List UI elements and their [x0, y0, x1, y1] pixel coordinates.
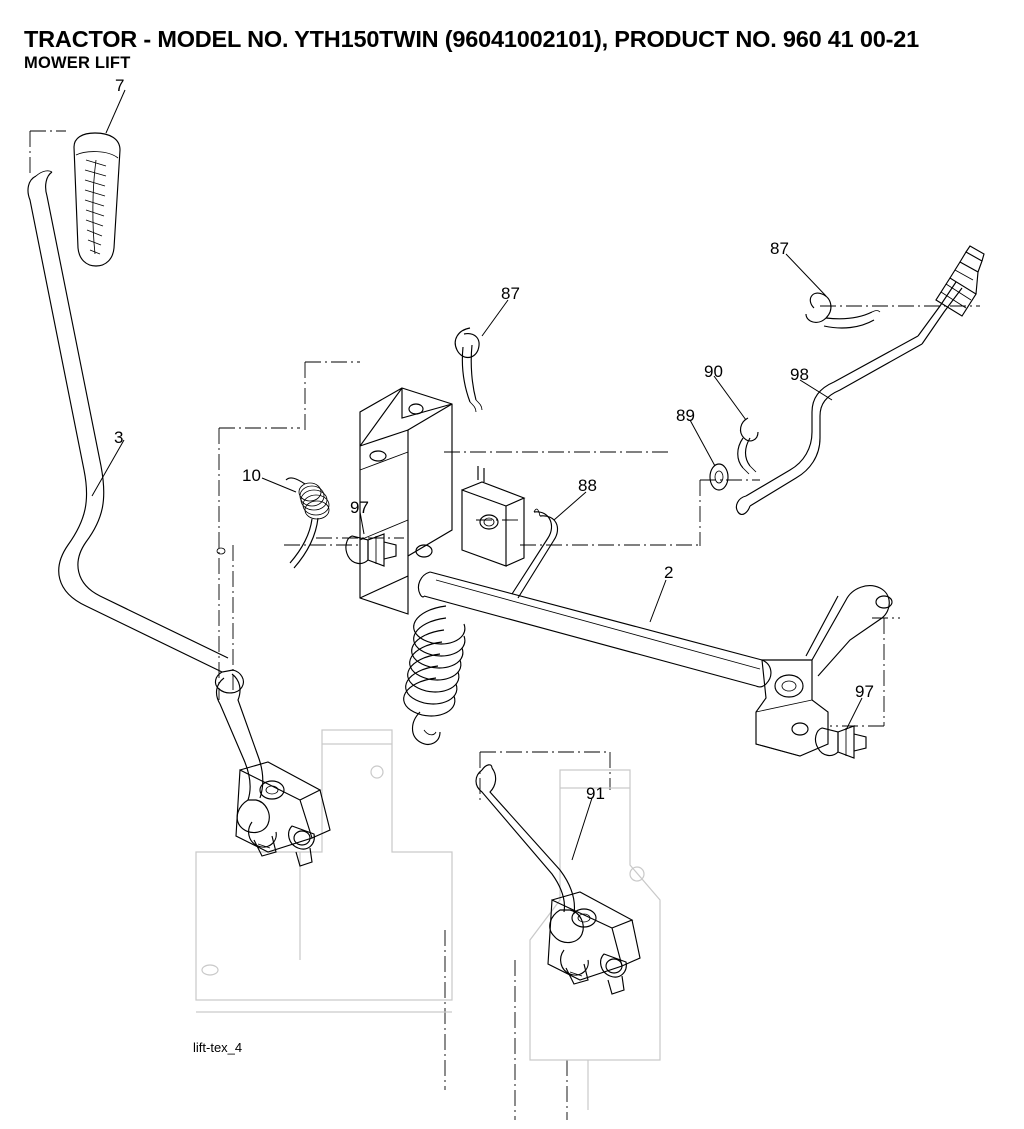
callout-7: 7 — [115, 76, 125, 95]
page-title: TRACTOR - MODEL NO. YTH150TWIN (96041002101), PRODUCT NO. 960 41 00-21 — [24, 26, 919, 52]
callout-97-left: 97 — [350, 498, 369, 517]
figure-code: lift-tex_4 — [193, 1040, 243, 1055]
callout-90: 90 — [704, 362, 723, 381]
callout-89: 89 — [676, 406, 695, 425]
callout-87-left: 87 — [501, 284, 520, 303]
callout-10: 10 — [242, 466, 261, 485]
callout-87-right: 87 — [770, 239, 789, 258]
callout-98: 98 — [790, 365, 809, 384]
callout-91: 91 — [586, 784, 605, 803]
callout-2: 2 — [664, 563, 674, 582]
callout-88: 88 — [578, 476, 597, 495]
callout-97-right: 97 — [855, 682, 874, 701]
section-title: MOWER LIFT — [24, 54, 131, 72]
callout-3: 3 — [114, 428, 124, 447]
